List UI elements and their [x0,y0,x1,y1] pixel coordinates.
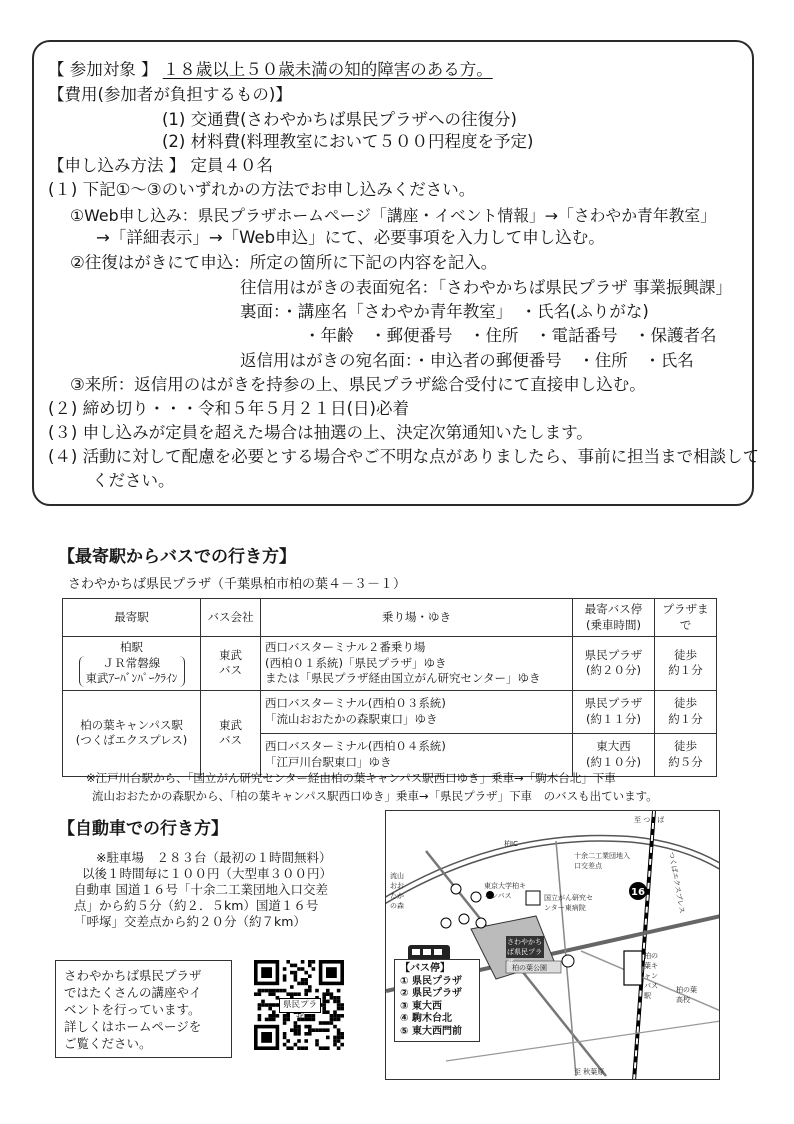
walk-cell: 徒歩 約１分 [655,690,717,733]
map-label-junction: 十余二工業団地入口交差点 [574,852,630,870]
station-kashiwa: 柏駅 ＪＲ常磐線 東武ｱｰﾊﾞﾝﾊﾟｰｸﾗｲﾝ [63,637,201,691]
stop-cell: 県民プラザ (約２０分) [573,637,655,691]
company-cell: 東武 バス [201,690,261,776]
apply-heading-row [48,158,273,175]
bus-stop-legend [394,959,480,1042]
header-stop: 最寄バス停 (乗車時間) [573,599,655,637]
apply-intro: (１) 下記①～③のいずれかの方法でお申し込みください。 [48,180,476,199]
visit-line: ③来所：返信用のはがきを持参の上、県民プラザ総合受付にて直接申し込む。 [70,375,646,394]
bus-note-1: ※江戸川台駅から、「国立がん研究センター経由柏の葉キャンパス駅西口ゆき」乗車→「駒木台北」下車 [86,771,616,785]
table-row [63,637,717,691]
promo-line: さわやかちば県民プラザ [64,968,202,983]
postcard-line-3: 裏面：・講座名「さわやか青年教室」 ・氏名(ふりがな) [240,302,649,321]
access-map [385,810,720,1080]
fee-heading: 【費用(参加者が負担するもの)】 [48,85,292,104]
route-cell: 西口バスターミナル(西柏０３系統) 「流山おおたかの森駅東口」ゆき [261,690,573,733]
map-label-akihabara: 至 秋葉原 [574,1068,605,1076]
walk-cell: 徒歩 約５分 [655,733,717,776]
consult-line-1: (４) 活動に対して配慮を必要とする場合やご不明な点がありましたら、事前に担当まで相談して [48,447,760,466]
fee-item-1: (1) 交通費(さわやかちば県民プラザへの往復分) [162,110,517,129]
route-cell: 西口バスターミナル(西柏０４系統) 「江戸川台駅東口」ゆき [261,733,573,776]
map-label-highschool: 柏の葉高校 [676,986,697,1004]
map-label-park: 柏の葉公園 [512,964,547,972]
car-route-line-3: 「呼塚」交差点から約２０分（約７km） [74,914,306,929]
web-application-line-2: →「詳細表示」→「Web申込」にて、必要事項を入力して申し込む。 [96,228,605,247]
legend-title: 【バス停】 [400,963,450,974]
fee-item-2: (2) 材料費(料理教室において５００円程度を予定) [162,132,534,151]
table-row [63,690,717,733]
car-route-line-1: 自動車 国道１６号「十余二工業団地入口交差 [74,882,328,897]
postcard-line-2: 往信用はがきの表面宛名：「さわやかちば県民プラザ 事業振興課」 [240,278,732,297]
map-label-tsukuba: 至 つくば [634,816,665,824]
map-label-ic: 柏IC [504,840,518,848]
application-info-box [32,40,760,506]
car-route-line-2: 点」から約５分（約２．５km）国道１６号 [74,898,319,913]
lottery-line: (３) 申し込みが定員を超えた場合は抽選の上、決定次第通知いたします。 [48,423,593,442]
postcard-line-5: 返信用はがきの宛名面：・申込者の郵便番号 ・住所 ・氏名 [240,351,694,370]
legend-item: ⑤ 東大西門前 [400,1025,462,1037]
station-kashiwanoha: 柏の葉キャンパス駅 (つくばエクスプレス) [63,690,201,776]
stop-cell: 東大西 (約１０分) [573,733,655,776]
target-row [48,62,493,79]
target-text: １８歳以上５０歳未満の知的障害のある方。 [162,60,493,79]
legend-item: ④ 駒木台北 [400,1013,452,1024]
stop-cell: 県民プラザ (約１１分) [573,690,655,733]
target-label: 【 参加対象 】 [48,60,158,79]
header-company: バス会社 [201,599,261,637]
bus-access-table [62,598,717,777]
postcard-line-4: ・年齢 ・郵便番号 ・住所 ・電話番号 ・保護者名 [304,326,717,345]
promo-line: ではたくさんの講座やイ [64,985,202,1000]
bus-note-2: 流山おおたかの森駅から、「柏の葉キャンパス駅西口ゆき」乗車→「県民プラザ」下車 のバスも出ています。 [92,789,658,803]
table-header-row [63,599,717,637]
apply-heading: 【申し込み方法 】 [48,156,186,175]
walk-cell: 徒歩 約１分 [655,637,717,691]
promo-line: ベントを行っています。 [64,1002,201,1017]
header-station: 最寄駅 [63,599,201,637]
bus-heading: 【最寄駅からバスでの行き方】 [58,547,296,567]
deadline-line: (２) 締め切り・・・令和５年５月２１日(日)必着 [48,399,409,418]
capacity-text: 定員４０名 [190,156,273,175]
legend-item: ③ 東大西 [400,1000,442,1012]
promo-line: 詳しくはホームページを [64,1019,202,1034]
parking-fee-line: 以後１時間毎に１００円（大型車３００円） [82,866,333,881]
route-cell: 西口バスターミナル２番乗り場 (西柏０１系統)「県民プラザ」ゆき または「県民プラザ経由国立がん研究センター」ゆき [261,637,573,691]
legend-item: ② 県民プラザ [400,988,462,999]
map-label-cancer: 国立がん研究センター東病院 [544,894,593,912]
map-label-nagareyama: 流山おおたかの森 [390,872,404,910]
promo-box [55,960,232,1058]
car-heading: 【自動車での行き方】 [58,819,228,839]
map-label-plaza: さわやかちば県民プラザ [507,938,542,966]
company-cell: 東武 バス [201,637,261,691]
map-label-tx: つくばエクスプレス [667,851,686,915]
qr-center-label: 県民プラザ [279,998,321,1013]
qr-code[interactable] [254,960,344,1050]
route16-shield: 16 [631,887,645,898]
promo-line: ご覧ください。 [64,1036,152,1051]
car-info [74,850,332,930]
web-application-line-1: ①Web申し込み：県民プラザホームページ「講座・イベント情報」→「さわやか青年教室」 [70,206,717,225]
consult-line-2: ください。 [92,471,175,490]
plaza-address: さわやかちば県民プラザ（千葉県柏市柏の葉４－３－１） [68,577,407,592]
header-walk: プラザまで [655,599,717,637]
map-label-station: 柏の葉キャンパス駅 [644,952,658,1000]
postcard-line-1: ②往復はがきにて申込：所定の箇所に下記の内容を記入。 [70,253,498,272]
header-route: 乗り場・ゆき [261,599,573,637]
map-label-campus: 東京大学柏キャンパス [484,882,526,900]
legend-item: ① 県民プラザ [400,975,462,987]
parking-line: ※駐車場 ２８３台（最初の１時間無料） [96,850,332,865]
